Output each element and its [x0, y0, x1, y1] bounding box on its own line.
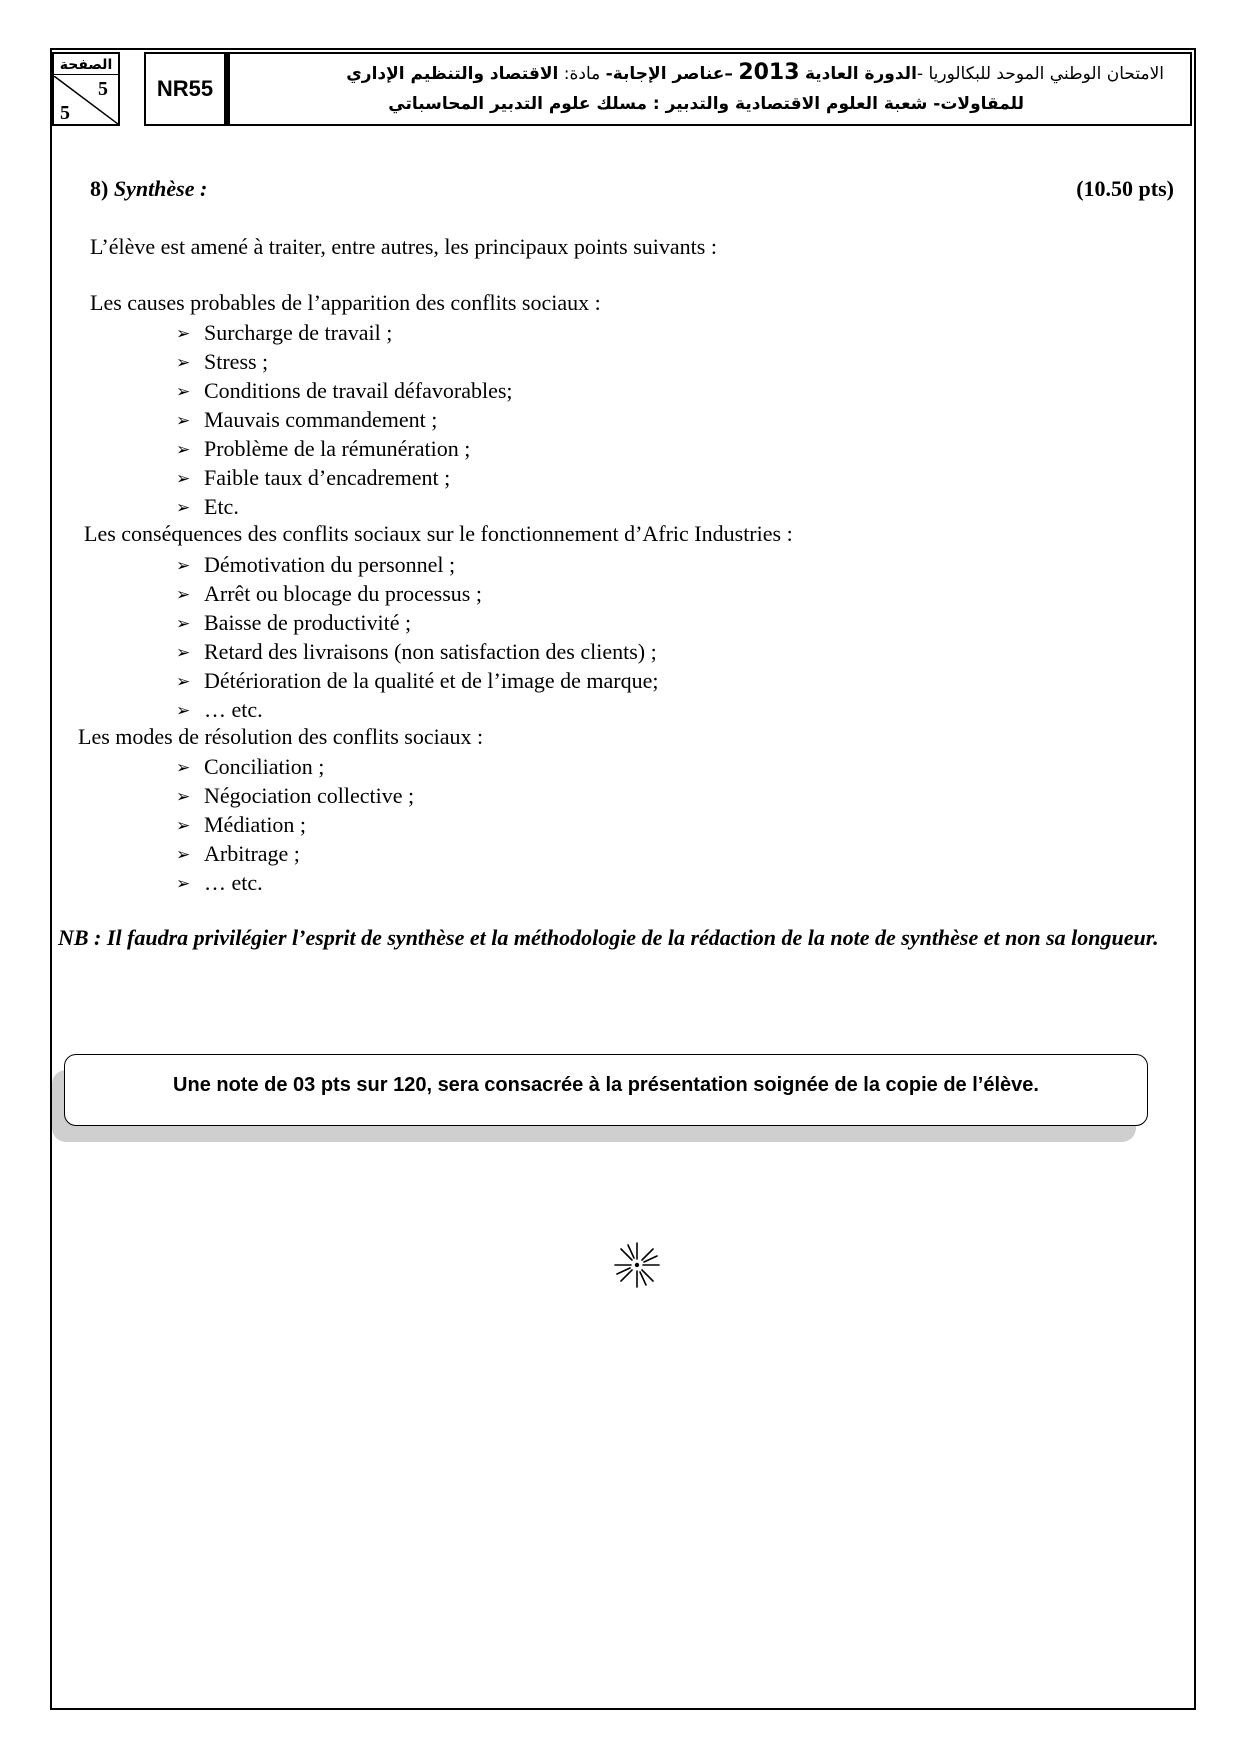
group-title-resolution: Les modes de résolution des conflits sociaux :	[78, 724, 484, 749]
list-item-text: Démotivation du personnel ;	[204, 552, 456, 577]
list-item-text: Etc.	[204, 494, 239, 519]
arrow-icon: ➢	[176, 440, 191, 459]
arrow-icon: ➢	[176, 556, 191, 575]
arrow-icon: ➢	[176, 845, 191, 864]
list-item-text: Surcharge de travail ;	[204, 320, 393, 345]
arrow-icon: ➢	[176, 874, 191, 893]
list-item	[176, 318, 513, 347]
list-item	[176, 695, 658, 724]
list-item	[176, 492, 513, 521]
list-item	[176, 666, 658, 695]
page-current: 5	[98, 78, 108, 100]
exam-title-b: –عناصر الإجابة-	[605, 64, 733, 84]
list-item-text: … etc.	[204, 697, 263, 722]
exam-title-line1	[240, 58, 1164, 89]
list-item-text: Conditions de travail défavorables;	[204, 378, 513, 403]
list-item	[176, 405, 513, 434]
list-item-text: Baisse de productivité ;	[204, 610, 412, 635]
arrow-icon: ➢	[176, 382, 191, 401]
arrow-icon: ➢	[176, 585, 191, 604]
list-item-text: Arbitrage ;	[204, 841, 300, 866]
presentation-note-box	[64, 1054, 1148, 1126]
list-item-text: Stress ;	[204, 349, 269, 374]
list-item	[176, 376, 513, 405]
list-item	[176, 868, 414, 897]
arrow-icon: ➢	[176, 353, 191, 372]
exam-title-a: الامتحان الوطني الموحد للبكالوريا -	[916, 64, 1164, 84]
list-item-text: Faible taux d’encadrement ;	[204, 465, 451, 490]
arrow-icon: ➢	[176, 816, 191, 835]
exam-title-line2: للمقاولات- شعبة العلوم الاقتصادية والتدبير : مسلك علوم التدبير المحاسباتي	[388, 94, 1024, 114]
list-item-text: Arrêt ou blocage du processus ;	[204, 581, 482, 606]
section-title: Synthèse :	[113, 176, 208, 201]
section-number: 8)	[90, 176, 109, 201]
list-item	[176, 434, 513, 463]
list-item-text: Conciliation ;	[204, 754, 325, 779]
arrow-icon: ➢	[176, 411, 191, 430]
arrow-icon: ➢	[176, 701, 191, 720]
page-label: الصفحة	[54, 56, 118, 75]
page-total: 5	[60, 102, 70, 124]
exam-subject: الاقتصاد والتنظيم الإداري	[346, 64, 559, 84]
exam-year: 2013	[738, 60, 800, 85]
list-item	[176, 608, 658, 637]
section-intro: L’élève est amené à traiter, entre autres, les principaux points suivants :	[90, 234, 717, 259]
arrow-icon: ➢	[176, 672, 191, 691]
arrow-icon: ➢	[176, 498, 191, 517]
list-item	[176, 550, 658, 579]
exam-title-box	[226, 52, 1192, 126]
list-consequences	[176, 550, 658, 724]
presentation-note-text: Une note de 03 pts sur 120, sera consacrée à la présentation soignée de la copie de l’élève.	[173, 1073, 1039, 1096]
list-causes	[176, 318, 513, 521]
exam-code: NR55	[144, 52, 226, 126]
group-title-consequences: Les conséquences des conflits sociaux sur le fonctionnement d’Afric Industries :	[84, 521, 793, 546]
list-item-text: Négociation collective ;	[204, 783, 415, 808]
arrow-icon: ➢	[176, 787, 191, 806]
list-item-text: Détérioration de la qualité et de l’image de marque;	[204, 668, 659, 693]
list-item	[176, 810, 414, 839]
arrow-icon: ➢	[176, 469, 191, 488]
list-item-text: Retard des livraisons (non satisfaction des clients) ;	[204, 639, 657, 664]
exam-title-c: مادة:	[558, 64, 606, 84]
list-item	[176, 752, 414, 781]
nb-remark: NB : Il faudra privilégier l’esprit de synthèse et la méthodologie de la rédaction de la note de synthèse et non sa longueur.	[58, 925, 1159, 950]
exam-session: الدورة العادية	[804, 64, 917, 84]
list-item	[176, 637, 658, 666]
section-points: (10.50 pts)	[1076, 176, 1174, 201]
star-burst-icon	[612, 1240, 662, 1290]
list-item	[176, 579, 658, 608]
list-item	[176, 781, 414, 810]
list-item-text: Problème de la rémunération ;	[204, 436, 471, 461]
list-resolution	[176, 752, 414, 897]
page-number-box	[52, 52, 120, 126]
arrow-icon: ➢	[176, 643, 191, 662]
list-item-text: Mauvais commandement ;	[204, 407, 438, 432]
section-heading	[90, 176, 207, 202]
arrow-icon: ➢	[176, 324, 191, 343]
list-item-text: … etc.	[204, 870, 263, 895]
list-item	[176, 463, 513, 492]
list-item	[176, 347, 513, 376]
arrow-icon: ➢	[176, 614, 191, 633]
group-title-causes: Les causes probables de l’apparition des conflits sociaux :	[90, 290, 601, 315]
arrow-icon: ➢	[176, 758, 191, 777]
list-item-text: Médiation ;	[204, 812, 307, 837]
list-item	[176, 839, 414, 868]
